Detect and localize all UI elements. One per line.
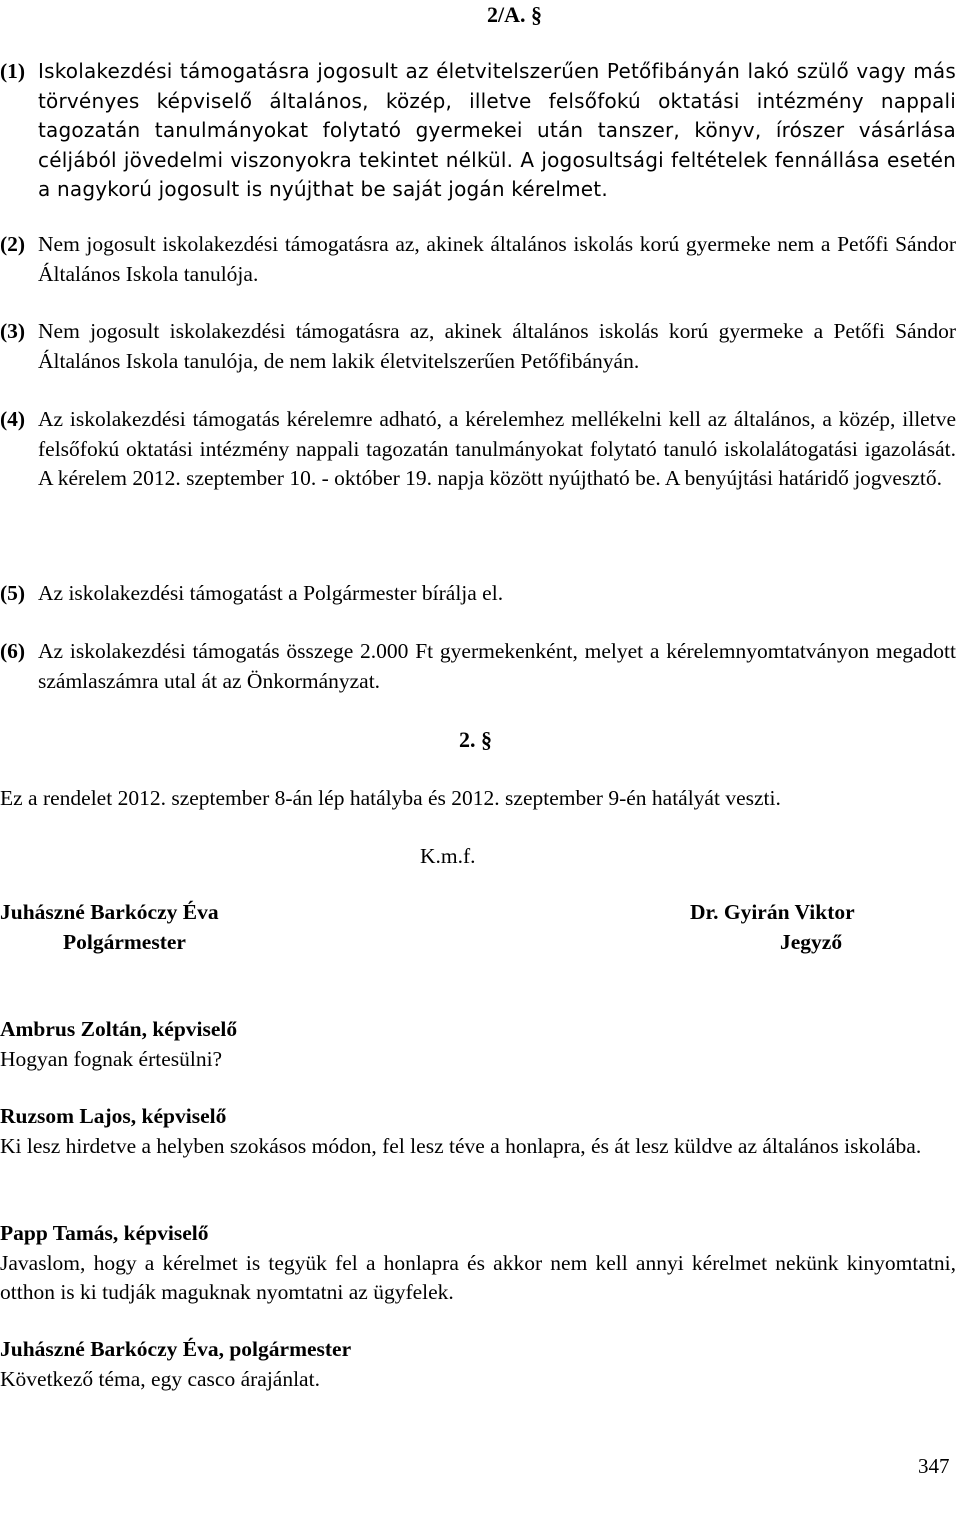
speaker-name: Ambrus Zoltán, képviselő — [0, 1017, 238, 1041]
paragraph-number: (3) — [0, 319, 26, 343]
signature-mayor — [0, 898, 219, 957]
speaker-text: Következő téma, egy casco árajánlat. — [0, 1366, 320, 1391]
paragraph-2 — [0, 230, 956, 289]
page-number: 347 — [918, 1454, 950, 1478]
section-heading-2a: 2/A. § — [487, 2, 542, 27]
paragraph-text: Nem jogosult iskolakezdési támogatásra az, akinek általános iskolás korú gyermeke nem a Petőfi Sándor Általános Iskola tanulója. — [38, 232, 956, 286]
paragraph-5 — [0, 579, 956, 609]
paragraph-text: Az iskolakezdési támogatás kérelemre adható, a kérelemhez mellékelni kell az általános, a közép, illetve felsőfokú oktatási intézmény nappali tagozatán tanulmányokat folytató tanuló iskolalátogatási igazolását. A kérelem 2012. szeptember 10. - október 19. napja között nyújtható be. A benyújtási határidő jogvesztő. — [38, 407, 956, 490]
speaker-text: Ki lesz hirdetve a helyben szokásos módon, fel lesz téve a honlapra, és át lesz küldve az általános iskolába. — [0, 1133, 922, 1158]
speaker-name: Papp Tamás, képviselő — [0, 1221, 209, 1245]
paragraph-text: Az iskolakezdési támogatást a Polgármester bírálja el. — [38, 581, 504, 605]
paragraph-1 — [0, 57, 956, 205]
signature-name: Dr. Gyirán Viktor — [690, 900, 855, 924]
discussion-entry — [0, 1015, 956, 1074]
speaker-text: Hogyan fognak értesülni? — [0, 1046, 223, 1071]
signature-notary — [690, 898, 855, 957]
speaker-text: Javaslom, hogy a kérelmet is tegyük fel a honlapra és akkor nem kell annyi kérelmet nekünk kinyomtatni, otthon is ki tudják maguknak nyomtatni az ügyfelek. — [0, 1250, 956, 1304]
paragraph-number: (4) — [0, 407, 26, 431]
speaker-name: Juhászné Barkóczy Éva, polgármester — [0, 1337, 352, 1361]
section-2-text: Ez a rendelet 2012. szeptember 8-án lép hatályba és 2012. szeptember 9-én hatályát veszti. — [0, 786, 781, 810]
paragraph-number: (5) — [0, 581, 26, 605]
paragraph-6 — [0, 637, 956, 696]
paragraph-number: (2) — [0, 232, 26, 256]
paragraph-number: (1) — [0, 59, 26, 83]
discussion-entry — [0, 1335, 956, 1394]
discussion-entry — [0, 1219, 956, 1308]
paragraph-text: Az iskolakezdési támogatás összege 2.000 Ft gyermekenként, melyet a kérelemnyomtatványon megadott számlaszámra utal át az Önkormányzat. — [38, 639, 956, 693]
paragraph-number: (6) — [0, 639, 26, 663]
paragraph-text: Iskolakezdési támogatásra jogosult az életvitelszerűen Petőfibányán lakó szülő vagy más törvényes képviselő általános, közép, illetve felsőfokú oktatási intézmény nappali tagozatán tanulmányokat folytató gyermekei után tanszer, könyv, írószer vásárlása céljából jövedelmi viszonyokra tekintet nélkül. A jogosultsági feltételek fennállása esetén a nagykorú jogosult is nyújthat be saját jogán kérelmet. — [38, 59, 956, 201]
paragraph-text: Nem jogosult iskolakezdési támogatásra az, akinek általános iskolás korú gyermeke a Petőfi Sándor Általános Iskola tanulója, de nem lakik életvitelszerűen Petőfibányán. — [38, 319, 956, 373]
section-heading-2: 2. § — [459, 727, 492, 752]
signature-role: Polgármester — [63, 929, 186, 954]
kmf-label: K.m.f. — [420, 844, 476, 868]
discussion-entry — [0, 1102, 956, 1161]
speaker-name: Ruzsom Lajos, képviselő — [0, 1104, 227, 1128]
paragraph-4 — [0, 405, 956, 494]
signature-role: Jegyző — [780, 929, 843, 954]
signature-name: Juhászné Barkóczy Éva — [0, 900, 219, 924]
paragraph-3 — [0, 317, 956, 376]
